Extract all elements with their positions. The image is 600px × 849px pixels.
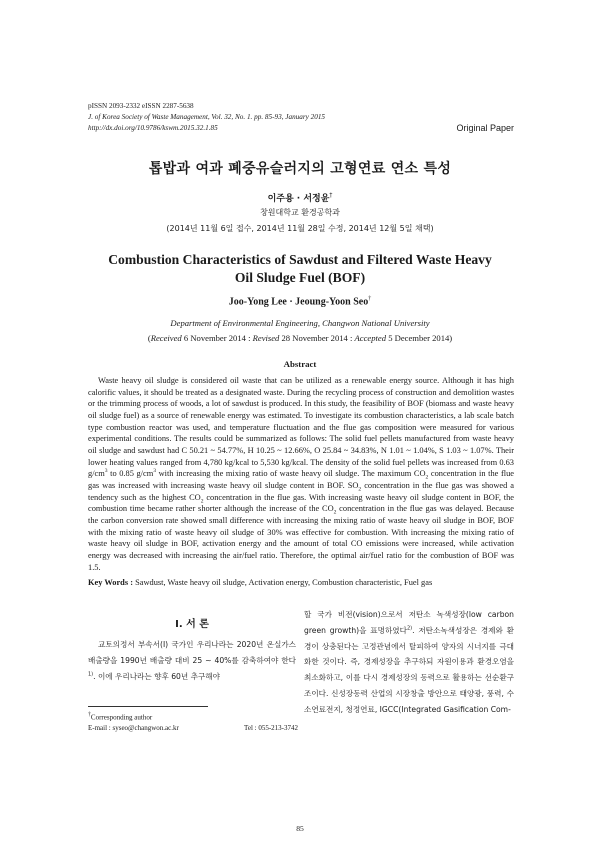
doi-link[interactable]: http://dx.doi.org/10.9786/kswm.2015.32.1.85 — [88, 124, 218, 132]
body-left-column: 교토의정서 부속서(I) 국가인 우리나라는 2020년 온실가스 배출량을 1990년 배출량 대비 25 ~ 40%를 감축하여야 한다$^{1)}$. 이에 우리나라는 향후 60년 추구해야 — [88, 640, 296, 681]
english-authors: Joo-Yong Lee · Jeoung-Yoon Seo† — [228, 296, 372, 308]
keywords: Key Words : Sawdust, Waste heavy oil sludge, Activation energy, Combustion characteristic, Fuel gas — [88, 578, 433, 587]
abstract-heading: Abstract — [283, 359, 317, 369]
article-type-label: Original Paper — [456, 123, 514, 133]
abstract-body: Waste heavy oil sludge is considered oil waste that can be utilized as a renewable energy source. Although it has high calorific values, it should be treated as a designated waste. During the recycling process of construction and demolition wastes or the trimming process of woods, a lot of sawdust is produced. In this study, the feasibility of BOF (biomass and waste heavy oil sludge fuel) as a source of renewable energy was estimated. To investigate its combustion characteristics, a lab scale batch type combustion reactor was used, and temperature fluctuation and the flue gas composition were measured for various experimental conditions. The results could be summarized as follows: The solid fuel pellets manufactured from waste heavy oil sludge and sawdust had C 50.21 ~ 54.77%, H 10.25 ~ 12.66%, O 25.84 ~ 34.83%, N 1.01 ~ 1.04%, S 1.03 ~ 1.07%. Their lower heating values ranged from 4,780 kg/kcal to 5,530 kg/kcal. The density of the solid fuel pellets was increased from 0.63 $g/cm^3$ to 0.85 $g/cm^3$ with increasing the mixing ratio of waste heavy oil sludge. The maximum $CO_2$ concentration in the flue gas was increased with increasing waste heavy oil sludge content in BOF. $SO_2$ concentration in the flue gas was showed a tendency such as the highest $CO_2$ concentration in the flue gas. With increasing waste heavy oil sludge content in BOF, the combustion time became rather shorter although the increase of the $CO_2$ concentration in the flue gas was delayed. Because the carbon conversion rate showed small difference with increasing the mixing ratio of waste heavy oil sludge in BOF, BOF with the mixing ratio of waste heavy oil sludge of 30% was effective for combustion. With increasing the mixing ratio of waste heavy oil sludge in BOF, activation energy and the amount of total CO emissions were increased, while activation energy was decreased with increasing the air/fuel ratio. Therefore, the optimal air/fuel ratio for the combustion of BOF was 1.5. — [88, 376, 514, 572]
issn-line: pISSN 2093-2332 eISSN 2287-5638 — [88, 102, 194, 110]
korean-title: 톱밥과 여과 폐중유슬러지의 고형연료 연소 특성 — [148, 161, 452, 177]
email-address[interactable]: E-mail : syseo@changwon.ac.kr — [88, 723, 179, 732]
section-heading-introduction: I. 서 론 — [175, 619, 209, 630]
footnote-divider — [88, 706, 208, 707]
page-number: 85 — [296, 824, 304, 833]
korean-authors: 이주용 · 서정윤† — [267, 192, 333, 204]
body-right-column: 할 국가 비전(vision)으로서 저탄소 녹색성장(low carbon green growth)을 표명하였다$^{2)}$. 저탄소녹색성장은 경제와 환경이 상충된다는 고정관념에서 탈피하여 양자의 시너지를 극대화한 것이다. 즉, 경제성장을 추구하되 자원이용과 환경오염을 최소화하고, 이를 다시 경제성장의 동력으로 활용하는 선순환구조이다. 신성장동력 산업의 시장창출 방안으로 태양광, 풍력, 수소연료전지, 청정연료, IGCC(Integrated Gasification Com- — [304, 610, 514, 714]
english-title: Combustion Characteristics of Sawdust and Filtered Waste Heavy Oil Sludge Fuel (BOF) — [108, 252, 492, 285]
korean-affiliation: 창원대학교 환경공학과 — [260, 208, 340, 217]
english-dates: (Received 6 November 2014 : Revised 28 November 2014 : Accepted 5 December 2014) — [147, 333, 453, 343]
telephone: Tel : 055-213-3742 — [244, 723, 298, 732]
corresponding-author-footnote: †Corresponding author E-mail : syseo@changwon.ac.kr Tel : 055-213-3742 — [88, 712, 298, 732]
korean-dates: (2014년 11월 6일 접수, 2014년 11월 28일 수정, 2014년 12월 5일 채택) — [166, 224, 434, 233]
journal-citation: J. of Korea Society of Waste Management, Vol. 32, No. 1. pp. 85-93, January 2015 — [88, 113, 326, 121]
english-affiliation: Department of Environmental Engineering, Changwon National University — [170, 318, 430, 328]
